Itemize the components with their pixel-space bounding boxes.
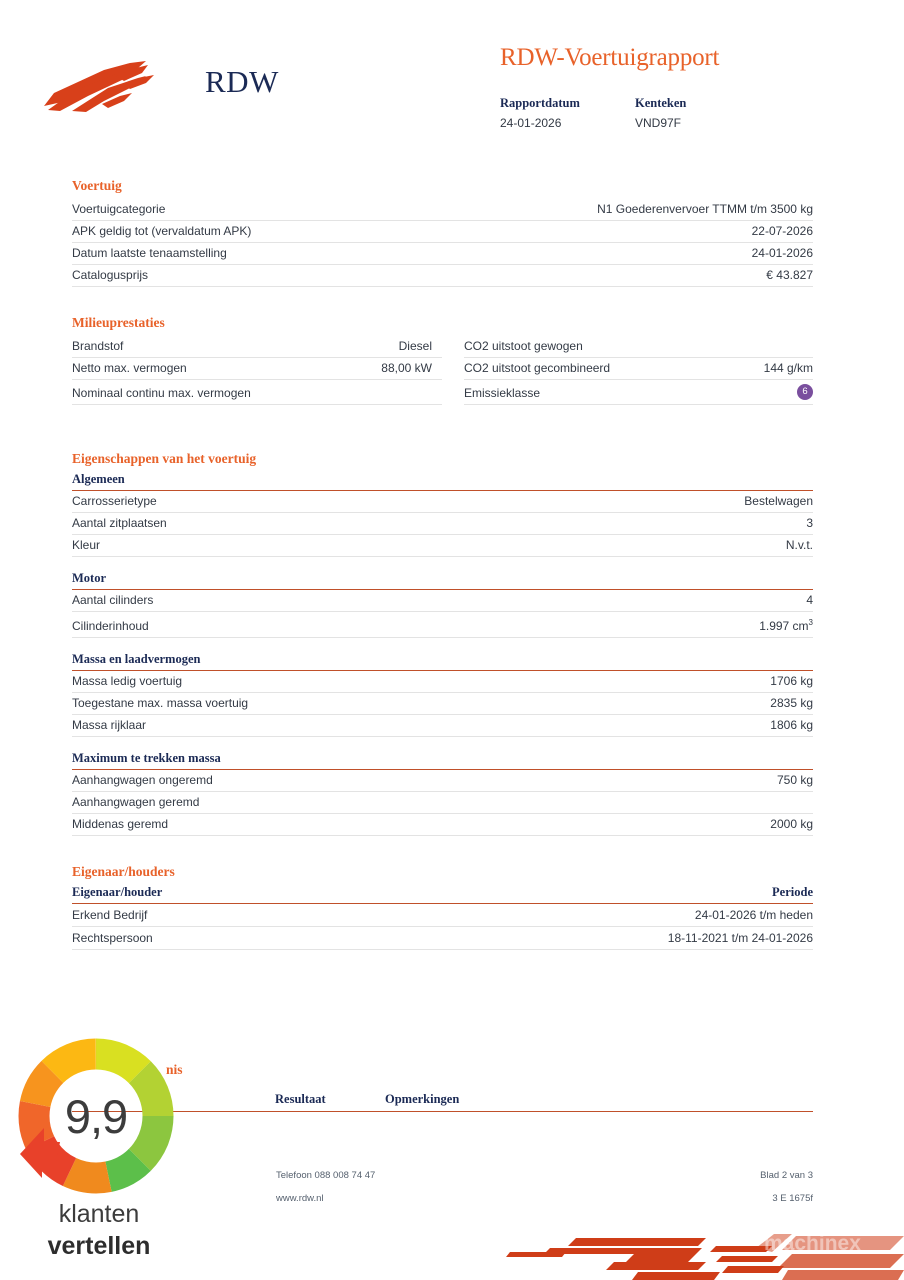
table-row	[72, 715, 813, 737]
rdw-wordmark: RDW	[205, 64, 279, 99]
table-row	[72, 671, 813, 693]
column-spacer	[442, 380, 464, 405]
row-label: Middenas geremd	[72, 814, 443, 836]
row-value: N.v.t.	[443, 535, 814, 557]
row-label: Cilinderinhoud	[72, 612, 443, 638]
footer-form-code: 3 E 1675f	[772, 1193, 813, 1204]
footer-row-phone	[276, 1170, 813, 1181]
spacer	[72, 737, 813, 751]
table-row	[72, 199, 813, 221]
column-spacer	[442, 358, 464, 380]
table-row	[72, 612, 813, 638]
table-milieuprestaties	[72, 336, 813, 405]
row-label: Kleur	[72, 535, 443, 557]
row-label-left: Nominaal continu max. vermogen	[72, 380, 287, 405]
table-motor	[72, 589, 813, 638]
row-value: Bestelwagen	[443, 491, 814, 513]
row-label: Voertuigcategorie	[72, 199, 443, 221]
page-title: RDW-Voertuigrapport	[500, 44, 720, 71]
row-value: 24-01-2026	[443, 243, 814, 265]
row-label: Toegestane max. massa voertuig	[72, 693, 443, 715]
cell-periode: 18-11-2021 t/m 24-01-2026	[443, 927, 814, 950]
column-header-houder: Eigenaar/houder	[72, 885, 443, 904]
table-row	[72, 336, 813, 358]
rating-label-line2: vertellen	[47, 1232, 151, 1260]
table-eigenaar-houders	[72, 885, 813, 950]
row-value: 2000 kg	[443, 814, 814, 836]
row-label-left: Brandstof	[72, 336, 287, 358]
column-header-resultaat: Resultaat	[275, 1092, 385, 1112]
rating-score: 9,9	[64, 1089, 128, 1143]
spacer	[72, 287, 813, 315]
table-row	[72, 265, 813, 287]
table-row	[72, 535, 813, 557]
meta-label-license-plate: Kenteken	[635, 96, 687, 110]
row-value-with-superscript	[443, 612, 814, 638]
row-value: 1806 kg	[443, 715, 814, 737]
footer-row-website	[276, 1193, 813, 1204]
meta-report-date	[500, 96, 635, 130]
row-label: Aantal zitplaatsen	[72, 513, 443, 535]
svg-text:machinex: machinex	[764, 1232, 861, 1255]
meta-value-license-plate: VND97F	[635, 116, 682, 130]
table-row	[72, 770, 813, 792]
row-label: APK geldig tot (vervaldatum APK)	[72, 221, 443, 243]
row-label: Aantal cilinders	[72, 590, 443, 612]
rdw-feather-icon	[42, 54, 170, 114]
subsection-title-algemeen: Algemeen	[72, 472, 125, 486]
spacer	[72, 557, 813, 571]
section-title-geschiedenis: nis	[166, 1062, 183, 1077]
cell-houder: Rechtspersoon	[72, 927, 443, 950]
subsection-title-motor: Motor	[72, 571, 107, 585]
row-value: 3	[443, 513, 814, 535]
table-row	[72, 358, 813, 380]
table-row	[72, 380, 813, 405]
column-header-periode: Periode	[443, 885, 814, 904]
row-label-right: CO2 uitstoot gecombineerd	[464, 358, 674, 380]
row-label-right: Emissieklasse	[464, 380, 674, 405]
subsection-title-massa: Massa en laadvermogen	[72, 652, 201, 666]
spacer	[72, 836, 813, 864]
row-label: Massa rijklaar	[72, 715, 443, 737]
machinex-logo-watermark	[506, 1216, 904, 1280]
row-value-right: 144 g/km	[674, 358, 813, 380]
row-label: Datum laatste tenaamstelling	[72, 243, 443, 265]
table-row	[72, 243, 813, 265]
superscript: 3	[808, 618, 813, 627]
section-title-eigenaar-houders: Eigenaar/houders	[72, 864, 175, 879]
table-row	[72, 814, 813, 836]
table-row	[72, 513, 813, 535]
meta-value-report-date: 24-01-2026	[500, 116, 562, 130]
cell-houder: Erkend Bedrijf	[72, 904, 443, 927]
row-value-right-badge	[674, 380, 813, 405]
row-label: Catalogusprijs	[72, 265, 443, 287]
status-badge-emission-class: 6	[797, 384, 813, 400]
row-value-left: Diesel	[287, 336, 442, 358]
column-header-opmerkingen: Opmerkingen	[385, 1092, 813, 1112]
row-value: N1 Goederenvervoer TTMM t/m 3500 kg	[443, 199, 814, 221]
spacer	[72, 405, 813, 451]
report-meta	[500, 96, 770, 130]
row-value-left: 88,00 kW	[287, 358, 442, 380]
section-title-voertuig: Voertuig	[72, 178, 122, 193]
row-label: Aanhangwagen geremd	[72, 792, 443, 814]
table-voertuig	[72, 199, 813, 287]
table-row	[72, 221, 813, 243]
row-value-left	[287, 380, 442, 405]
section-milieuprestaties	[72, 315, 813, 405]
cell-periode: 24-01-2026 t/m heden	[443, 904, 814, 927]
row-label: Carrosserietype	[72, 491, 443, 513]
table-row	[72, 693, 813, 715]
spacer	[72, 638, 813, 652]
rating-label-line1: klanten	[58, 1200, 140, 1228]
row-label-right: CO2 uitstoot gewogen	[464, 336, 674, 358]
row-value: 1706 kg	[443, 671, 814, 693]
section-eigenschappen	[72, 451, 813, 836]
report-body	[72, 178, 813, 950]
rdw-logo	[42, 26, 282, 116]
footer-page-number: Blad 2 van 3	[760, 1170, 813, 1181]
meta-label-report-date: Rapportdatum	[500, 96, 580, 110]
table-row	[72, 927, 813, 950]
row-value: € 43.827	[443, 265, 814, 287]
page-footer	[276, 1170, 813, 1216]
row-label: Massa ledig voertuig	[72, 671, 443, 693]
page-header	[0, 0, 904, 160]
section-voertuig	[72, 178, 813, 287]
row-value: 4	[443, 590, 814, 612]
table-header-row	[72, 885, 813, 904]
row-value: 750 kg	[443, 770, 814, 792]
meta-license-plate	[635, 96, 770, 130]
row-label: Aanhangwagen ongeremd	[72, 770, 443, 792]
table-trekken	[72, 769, 813, 836]
row-value: 1.997 cm	[759, 619, 809, 633]
section-eigenaar-houders	[72, 864, 813, 950]
subsection-title-trekken: Maximum te trekken massa	[72, 751, 221, 765]
section-title-milieuprestaties: Milieuprestaties	[72, 315, 165, 330]
row-value: 2835 kg	[443, 693, 814, 715]
table-row	[72, 491, 813, 513]
column-spacer	[442, 336, 464, 358]
footer-website-link[interactable]: www.rdw.nl	[276, 1193, 324, 1204]
table-row	[72, 904, 813, 927]
footer-phone: Telefoon 088 008 74 47	[276, 1170, 376, 1181]
row-label-left: Netto max. vermogen	[72, 358, 287, 380]
klantenvertellen-rating-widget[interactable]	[8, 1036, 190, 1280]
row-value: 22-07-2026	[443, 221, 814, 243]
table-algemeen	[72, 490, 813, 557]
table-row	[72, 590, 813, 612]
table-massa	[72, 670, 813, 737]
row-value	[443, 792, 814, 814]
section-title-eigenschappen: Eigenschappen van het voertuig	[72, 451, 257, 466]
row-value-right	[674, 336, 813, 358]
table-row	[72, 792, 813, 814]
